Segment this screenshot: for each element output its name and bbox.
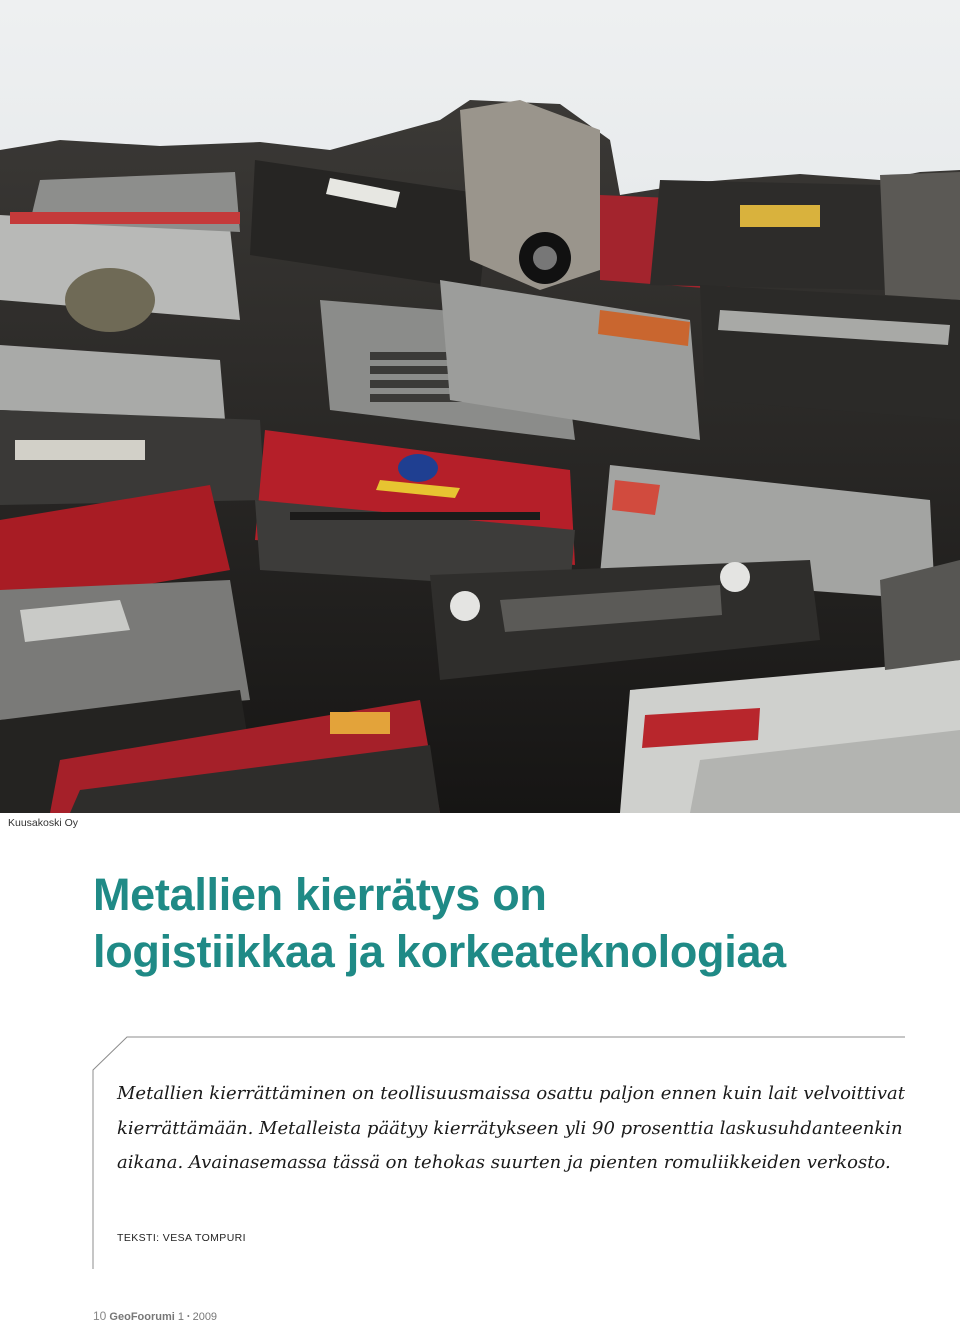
bullet-separator: • — [187, 1313, 190, 1321]
author-byline: TEKSTI: VESA TOMPURI — [117, 1232, 246, 1244]
lead-line-3: aikana. Avainasemassa tässä on tehokas suurten ja pienten romuliikkeiden verkosto. — [117, 1152, 891, 1173]
headline-line-2: logistiikkaa ja korkeateknologiaa — [93, 926, 786, 977]
page-number: 10 — [93, 1309, 107, 1323]
issue-year: 2009 — [192, 1311, 218, 1323]
magazine-name: GeoFoorumi — [109, 1311, 175, 1323]
issue-number: 1 — [177, 1311, 184, 1323]
lead-paragraph — [117, 1077, 917, 1181]
article-headline — [93, 866, 786, 980]
lead-line-1: Metallien kierrättäminen on teollisuusmaissa osattu paljon ennen kuin lait velvoittivat — [117, 1083, 906, 1104]
photo-credit: Kuusakoski Oy — [8, 817, 79, 829]
lead-line-2: kierrättämään. Metalleista päätyy kierrätykseen yli 90 prosenttia laskusuhdanteenkin — [117, 1117, 903, 1139]
page-footer — [93, 1309, 217, 1323]
headline-line-1: Metallien kierrätys on — [93, 869, 547, 920]
